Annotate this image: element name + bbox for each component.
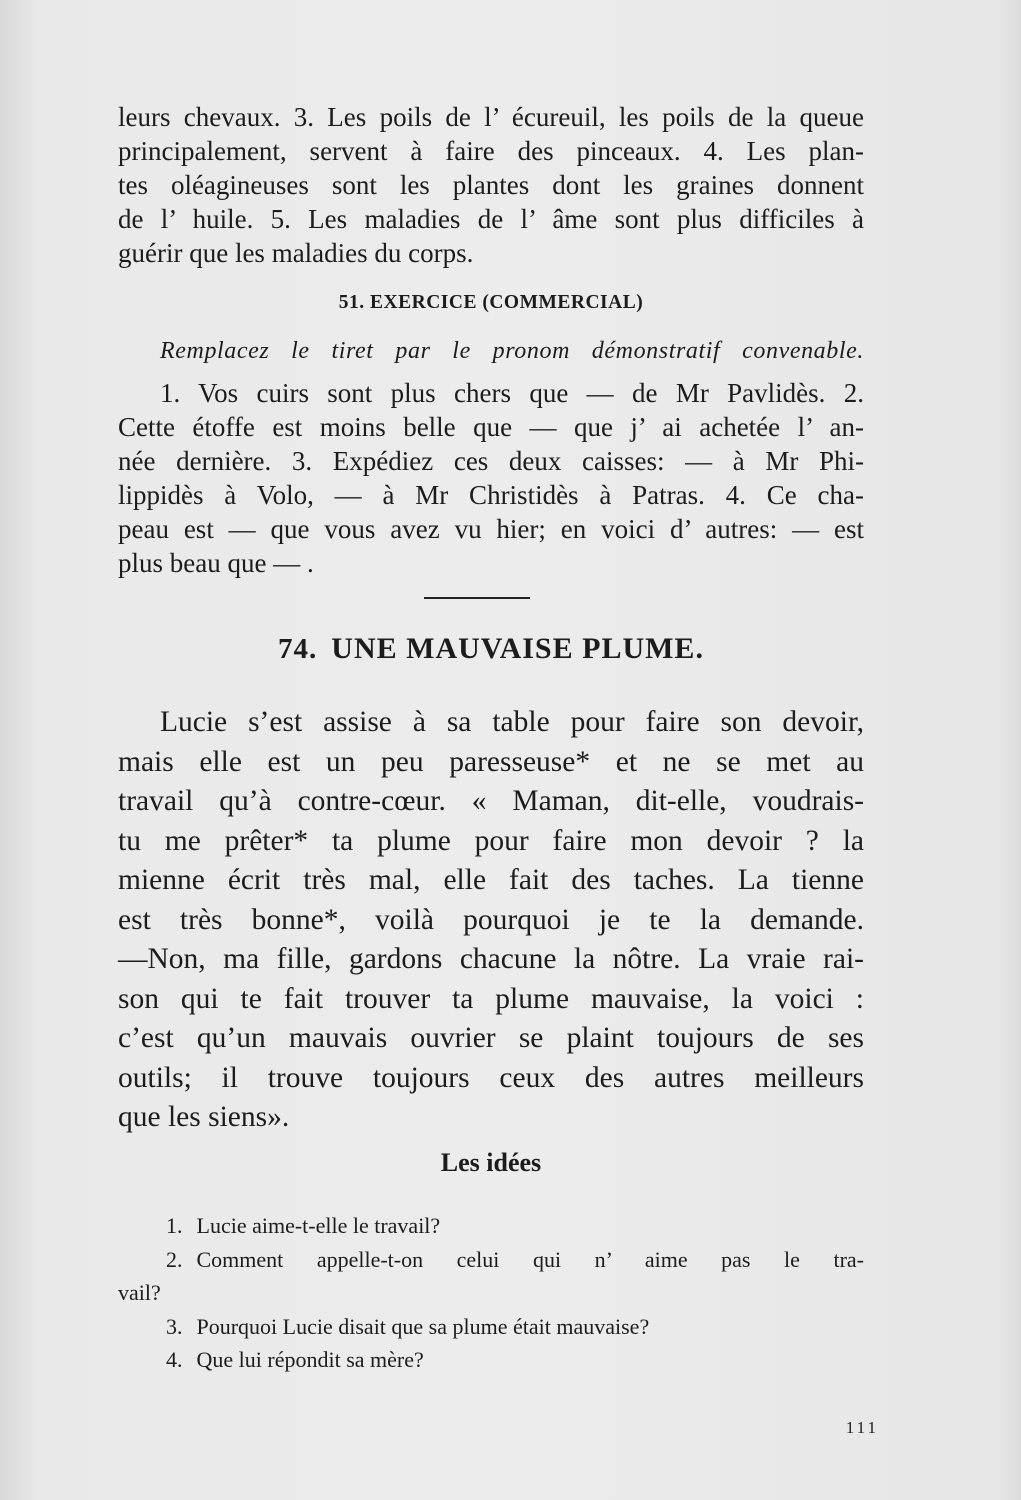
page-number: 111 — [845, 1418, 879, 1437]
section-divider — [424, 597, 530, 599]
question-text: vail? — [118, 1280, 161, 1305]
top-paragraph-line: leurs chevaux. 3. Les poils de l’ écureuil, les poils de la queue — [118, 102, 864, 132]
question-text: Pourquoi Lucie disait que sa plume était mauvaise? — [196, 1313, 650, 1339]
top-paragraph-line: tes oléagineuses sont les plantes dont les graines donnent — [118, 170, 864, 200]
top-paragraph-line: principalement, servent à faire des pinceaux. 4. Les plan- — [118, 136, 864, 166]
question-item — [118, 1310, 864, 1344]
lesson-line: outils; il trouve toujours ceux des autres meilleurs — [118, 1061, 864, 1094]
top-paragraph-line: guérir que les maladies du corps. — [118, 238, 474, 268]
question-text: Que lui répondit sa mère? — [196, 1347, 424, 1372]
lesson-line: est très bonne*, voilà pourquoi je te la demande. — [118, 903, 864, 936]
lesson-line: mais elle est un peu paresseuse* et ne se met au — [118, 745, 864, 778]
lesson-line: c’est qu’un mauvais ouvrier se plaint toujours de ses — [118, 1022, 864, 1054]
lesson-line: travail qu’à contre-cœur. « Maman, dit-elle, voudrais- — [118, 785, 864, 817]
exercise-instruction: Remplacez le tiret par le pronom démonstratif convenable. — [160, 338, 864, 364]
question-number: 4. — [166, 1347, 183, 1372]
lesson-title-text: UNE MAUVAISE PLUME. — [331, 632, 704, 665]
lesson-title — [118, 632, 864, 666]
exercise-line: plus beau que — . — [118, 548, 314, 578]
exercise-line: Cette étoffe est moins belle que — que j’ ai achetée l’ an- — [118, 412, 864, 442]
ideas-heading: Les idées — [440, 1148, 542, 1177]
top-paragraph-line: de l’ huile. 5. Les maladies de l’ âme sont plus difficiles à — [118, 204, 864, 234]
question-number: 1. — [166, 1213, 183, 1238]
exercise-line: peau est — que vous avez vu hier; en voici d’ autres: — est — [118, 514, 864, 544]
exercise-line: lippidès à Volo, — à Mr Christidès à Patras. 4. Ce cha- — [118, 480, 864, 510]
exercise-line: née dernière. 3. Expédiez ces deux caisses: — à Mr Phi- — [118, 446, 864, 476]
question-text: Comment appelle-t-on celui qui n’ aime pas le tra- — [196, 1246, 864, 1272]
question-number: 3. — [166, 1313, 183, 1339]
exercise-text — [118, 376, 864, 580]
question-item — [118, 1343, 864, 1377]
question-item — [118, 1209, 864, 1243]
lesson-line: Lucie s’est assise à sa table pour faire son devoir, — [160, 706, 864, 738]
top-paragraph — [118, 100, 864, 270]
ideas-questions — [118, 1209, 864, 1377]
exercise-heading: 51. EXERCICE (COMMERCIAL) — [338, 292, 644, 313]
lesson-line: —Non, ma fille, gardons chacune la nôtre. La vraie rai- — [118, 943, 864, 975]
question-item — [118, 1243, 864, 1310]
question-number: 2. — [166, 1246, 183, 1272]
lesson-line: son qui te fait trouver ta plume mauvaise, la voici : — [118, 982, 864, 1015]
lesson-line: que les siens». — [118, 1101, 290, 1133]
question-text: Lucie aime-t-elle le travail? — [196, 1213, 441, 1238]
lesson-text — [118, 703, 864, 1138]
lesson-number: 74. — [278, 633, 318, 665]
lesson-line: tu me prêter* ta plume pour faire mon devoir ? la — [118, 824, 864, 857]
exercise-line: 1. Vos cuirs sont plus chers que — de Mr Pavlidès. 2. — [160, 378, 864, 408]
lesson-line: mienne écrit très mal, elle fait des taches. La tienne — [118, 864, 864, 896]
